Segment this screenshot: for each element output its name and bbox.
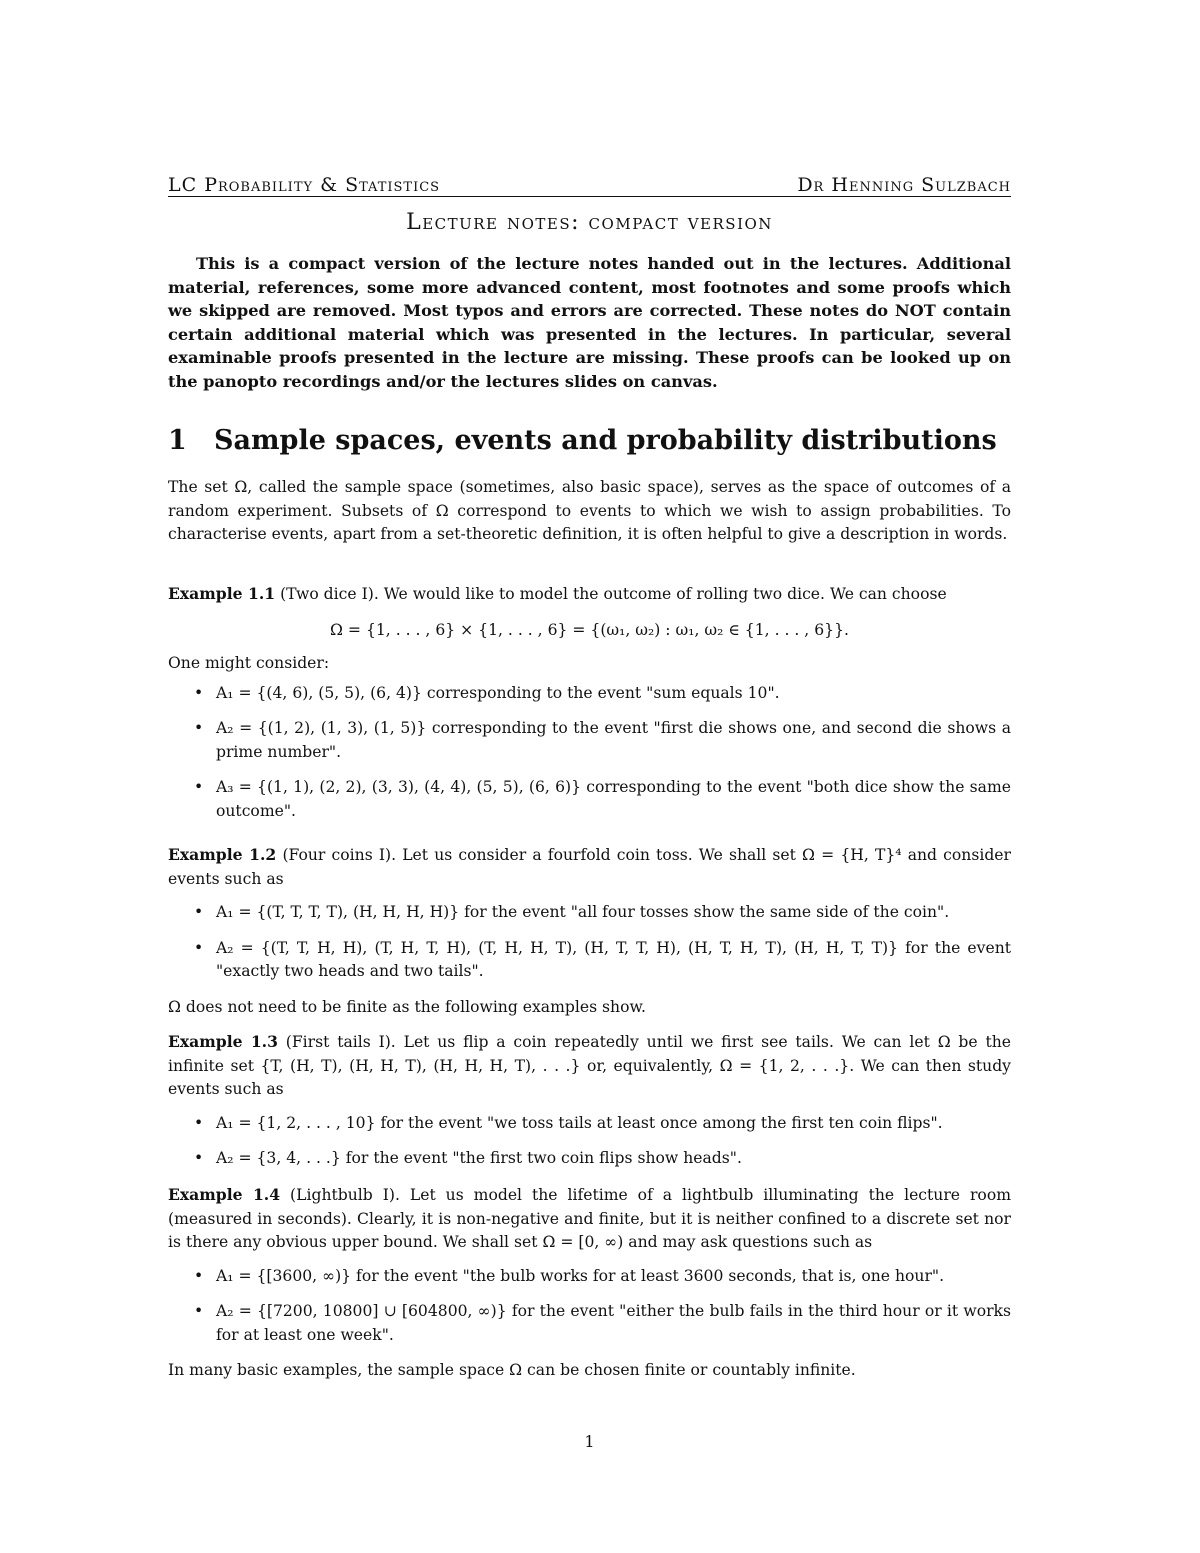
section-heading	[168, 425, 1011, 456]
example-paragraph	[168, 582, 1011, 607]
example-paragraph	[168, 1183, 1011, 1255]
course-title: LC Probability & Statistics	[168, 174, 441, 196]
section-title: Sample spaces, events and probability distributions	[214, 425, 997, 456]
intro-paragraph: The set Ω, called the sample space (sometimes, also basic space), serves as the space of outcomes of a random experiment. Subsets of Ω correspond to events to which we wish to assign probabilities. To characterise events, apart from a set-theoretic definition, it is often helpful to give a description in words.	[168, 478, 1011, 543]
list-item: • A₃ = {(1, 1), (2, 2), (3, 3), (4, 4), (5, 5), (6, 6)} corresponding to the event "both dice show the same outcome".	[168, 776, 1011, 823]
event-list	[168, 901, 1011, 984]
event-list	[168, 1265, 1011, 1348]
example-1-1	[168, 582, 1011, 823]
list-item: • A₂ = {(T, T, H, H), (T, H, T, H), (T, H, H, T), (H, T, T, H), (H, T, H, T), (H, H, T, T)} for the event "exactly two heads and two tails".	[168, 937, 1011, 984]
abstract	[168, 252, 1011, 393]
page-number: 1	[584, 1432, 595, 1451]
list-item: • A₁ = {(4, 6), (5, 5), (6, 4)} corresponding to the event "sum equals 10".	[168, 682, 1011, 706]
example-text: We would like to model the outcome of rolling two dice. We can choose	[383, 585, 947, 603]
list-item: • A₂ = {[7200, 10800] ∪ [604800, ∞)} for the event "either the bulb fails in the third hour or it works for at least one week".	[168, 1300, 1011, 1347]
example-label: Example 1.4	[168, 1185, 281, 1204]
example-name: (Two dice I).	[280, 585, 379, 603]
example-name: (First tails I).	[285, 1033, 396, 1051]
example-paragraph	[168, 843, 1011, 891]
example-1-4	[168, 1183, 1011, 1347]
list-item: • A₁ = {[3600, ∞)} for the event "the bulb works for at least 3600 seconds, that is, one hour".	[168, 1265, 1011, 1289]
example-name: (Four coins I).	[282, 846, 397, 864]
paragraph: Ω does not need to be finite as the following examples show.	[168, 998, 646, 1016]
example-name: (Lightbulb I).	[290, 1186, 400, 1204]
example-text: Let us flip a coin repeatedly until we first see tails. We can let Ω be the infinite set {T, (H, T), (H, H, T), (H, H, H, T), . . .} or, equivalently, Ω = {1, 2, . . .}. We can then study events such as	[168, 1033, 1011, 1098]
closing-paragraph: In many basic examples, the sample space Ω can be chosen finite or countably infinite.	[168, 1361, 856, 1379]
example-paragraph	[168, 1030, 1011, 1102]
running-header	[168, 172, 1011, 197]
author-name: Dr Henning Sulzbach	[797, 174, 1011, 196]
example-label: Example 1.2	[168, 845, 277, 864]
example-label: Example 1.3	[168, 1032, 278, 1051]
example-label: Example 1.1	[168, 584, 276, 603]
display-equation: Ω = {1, . . . , 6} × {1, . . . , 6} = {(ω₁, ω₂) : ω₁, ω₂ ∈ {1, . . . , 6}}.	[330, 620, 849, 639]
example-text: Let us model the lifetime of a lightbulb illuminating the lecture room (measured in seconds). Clearly, it is non-negative and finite, but it is neither confined to a discrete set nor is there any obvious upper bound. We shall set Ω = [0, ∞) and may ask questions such as	[168, 1186, 1011, 1251]
list-item: • A₂ = {3, 4, . . .} for the event "the first two coin flips show heads".	[168, 1147, 1011, 1171]
abstract-text: This is a compact version of the lecture notes handed out in the lectures. Additional material, references, some more advanced content, most footnotes and some proofs which we skipped are removed. Most typos and errors are corrected. These notes do NOT contain certain additional material which was presented in the lectures. In particular, several examinable proofs presented in the lecture are missing. These proofs can be looked up on the panopto recordings and/or the lectures slides on canvas.	[168, 254, 1011, 391]
list-item: • A₁ = {1, 2, . . . , 10} for the event "we toss tails at least once among the first ten coin flips".	[168, 1112, 1011, 1136]
event-list	[168, 682, 1011, 824]
section-number: 1	[168, 425, 187, 456]
example-1-2	[168, 843, 1011, 984]
list-item: • A₂ = {(1, 2), (1, 3), (1, 5)} corresponding to the event "first die shows one, and second die shows a prime number".	[168, 717, 1011, 764]
document-title: Lecture notes: compact version	[406, 210, 773, 235]
list-item: • A₁ = {(T, T, T, T), (H, H, H, H)} for the event "all four tosses show the same side of the coin".	[168, 901, 1011, 925]
example-1-3	[168, 1030, 1011, 1171]
event-list	[168, 1112, 1011, 1171]
paragraph: One might consider:	[168, 654, 330, 672]
example-text: Let us consider a fourfold coin toss. We shall set Ω = {H, T}⁴ and consider events such as	[168, 846, 1011, 888]
